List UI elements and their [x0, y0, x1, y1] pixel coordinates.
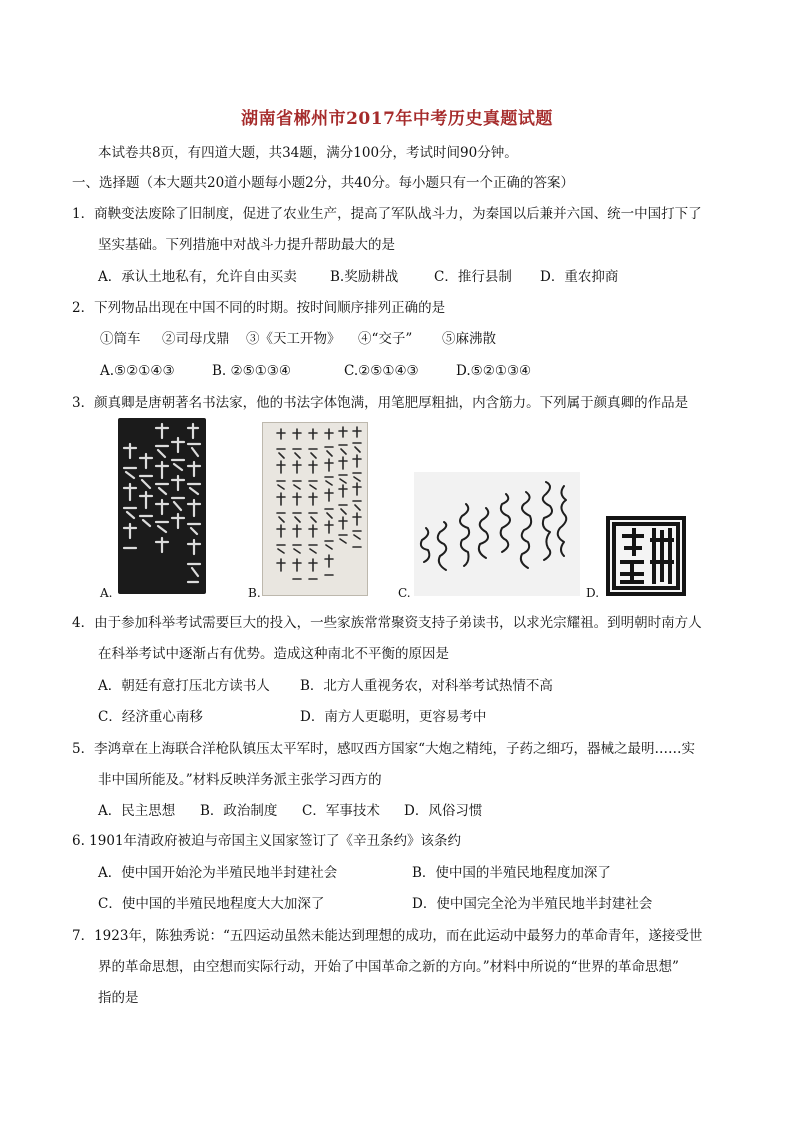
q1-text-line2: 坚实基础。下列措施中对战斗力提升帮助最大的是 [98, 237, 395, 253]
calligraphy-a-strokes [118, 418, 206, 594]
q1-option-c[interactable]: C．推行县制 [434, 269, 512, 285]
q3-option-d-label[interactable]: D. [586, 586, 600, 600]
q2-item-4: ④“交子” [358, 331, 413, 347]
calligraphy-b-image [262, 422, 368, 596]
q5-text-line1: 5．李鸿章在上海联合洋枪队镇压太平军时，感叹西方国家“大炮之精纯，子药之细巧，器械之最明……实 [72, 741, 695, 757]
intro-text: 本试卷共8页，有四道大题，共34题，满分100分，考试时间90分钟。 [98, 145, 518, 161]
calligraphy-a-image [118, 418, 206, 594]
seal-carving [606, 516, 686, 596]
q2-item-3: ③《天工开物》 [246, 331, 341, 347]
q4-option-a[interactable]: A．朝廷有意打压北方读书人 [98, 678, 270, 694]
q6-text: 6. 1901年清政府被迫与帝国主义国家签订了《辛丑条约》该条约 [72, 833, 462, 849]
q5-option-b[interactable]: B．政治制度 [200, 803, 278, 819]
q2-item-5: ⑤麻沸散 [442, 331, 496, 347]
q7-text-line1: 7．1923年，陈独秀说：“五四运动虽然未能达到理想的成功，而在此运动中最努力的革命青年，遂接受世 [72, 928, 703, 944]
q1-option-a[interactable]: A．承认土地私有，允许自由买卖 [98, 269, 297, 285]
q6-option-c[interactable]: C．使中国的半殖民地程度大大加深了 [98, 896, 325, 912]
calligraphy-b-strokes [263, 423, 367, 595]
q6-option-d[interactable]: D．使中国完全沦为半殖民地半封建社会 [412, 896, 653, 912]
calligraphy-c-strokes [414, 472, 580, 596]
q2-text: 2．下列物品出现在中国不同的时期。按时间顺序排列正确的是 [72, 300, 446, 316]
q3-text: 3．颜真卿是唐朝著名书法家，他的书法字体饱满，用笔肥厚粗拙，内含筋力。下列属于颜真卿的作品是 [72, 395, 689, 411]
q5-option-d[interactable]: D．风俗习惯 [404, 803, 483, 819]
q6-option-a[interactable]: A．使中国开始沦为半殖民地半封建社会 [98, 865, 338, 881]
q5-option-c[interactable]: C．军事技术 [302, 803, 380, 819]
q6-option-b[interactable]: B．使中国的半殖民地程度加深了 [412, 865, 611, 881]
q5-option-a[interactable]: A．民主思想 [98, 803, 176, 819]
q1-text-line1: 1．商鞅变法废除了旧制度，促进了农业生产，提高了军队战斗力，为秦国以后兼并六国、统一中国打下了 [72, 206, 702, 222]
q4-text-line2: 在科举考试中逐渐占有优势。造成这种南北不平衡的原因是 [98, 646, 449, 662]
q2-option-d[interactable]: D.⑤②①③④ [456, 363, 532, 379]
q2-item-1: ①筒车 [100, 331, 141, 347]
q1-option-d[interactable]: D．重农抑商 [540, 269, 619, 285]
q2-item-2: ②司母戊鼎 [162, 331, 230, 347]
q2-option-a[interactable]: A.⑤②①④③ [100, 363, 175, 379]
q4-option-c[interactable]: C．经济重心南移 [98, 709, 203, 725]
section-heading: 一、选择题（本大题共20道小题每小题2分，共40分。每小题只有一个正确的答案） [72, 175, 574, 191]
q7-text-line2: 界的革命思想，由空想而实际行动，开始了中国革命之新的方向。”材料中所说的“世界的革命思想” [98, 959, 679, 975]
q3-option-c-label[interactable]: C. [398, 586, 411, 600]
q4-option-b[interactable]: B．北方人重视务农，对科举考试热情不高 [300, 678, 553, 694]
q5-text-line2: 非中国所能及。”材料反映洋务派主张学习西方的 [98, 772, 382, 788]
page-title: 湖南省郴州市2017年中考历史真题试题 [241, 109, 553, 129]
calligraphy-c-image [414, 472, 580, 596]
q2-option-c[interactable]: C.②⑤①④③ [344, 363, 419, 379]
q3-option-a-label[interactable]: A. [100, 586, 113, 600]
q2-option-b[interactable]: B. ②⑤①③④ [212, 363, 292, 379]
q4-text-line1: 4．由于参加科举考试需要巨大的投入，一些家族常常聚资支持子弟读书，以求光宗耀祖。到明朝时南方人 [72, 615, 702, 631]
q3-option-b-label[interactable]: B. [248, 586, 261, 600]
q1-option-b[interactable]: B.奖励耕战 [330, 269, 399, 285]
calligraphy-d-seal [606, 516, 686, 596]
q7-text-line3: 指的是 [98, 990, 139, 1006]
q4-option-d[interactable]: D．南方人更聪明，更容易考中 [300, 709, 487, 725]
